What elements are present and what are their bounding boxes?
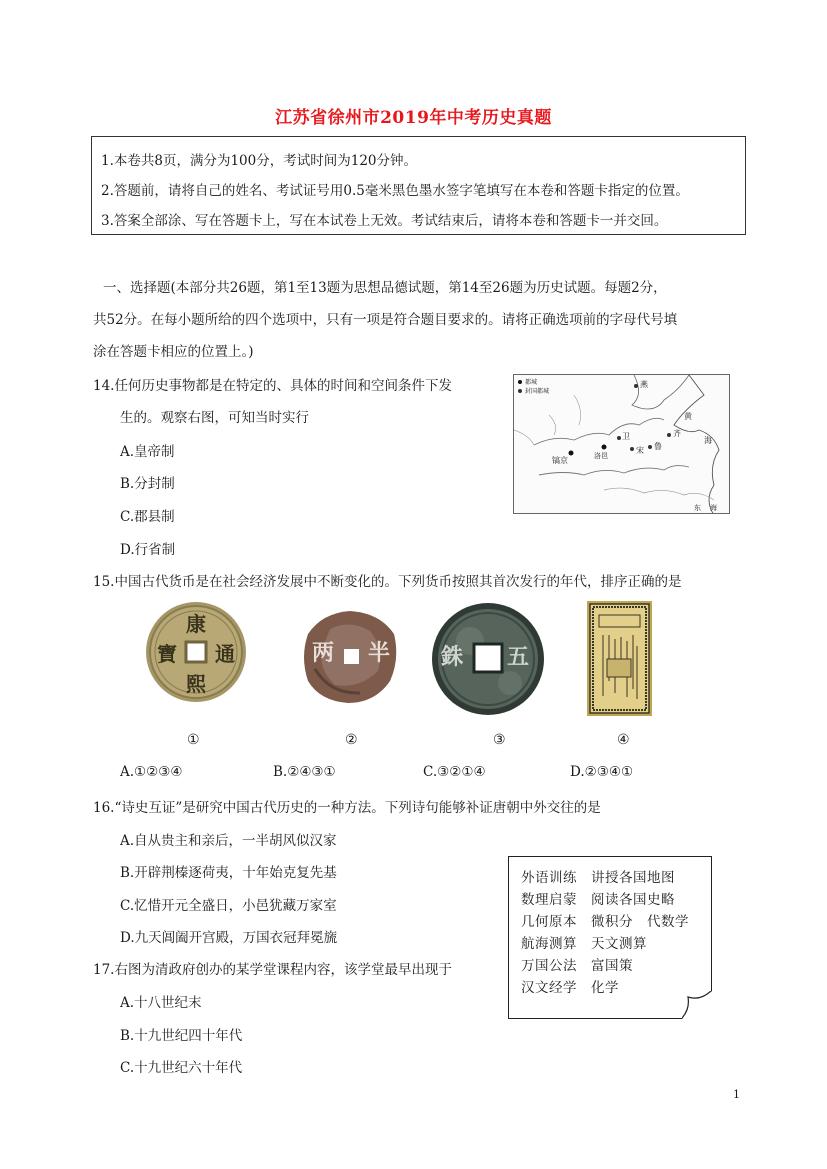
q15-option-c: C.③②①④ xyxy=(423,764,486,780)
map-drawing xyxy=(514,375,730,514)
kangxi-coin-char-bottom: 熙 xyxy=(186,672,206,696)
q14-option-b: B.分封制 xyxy=(120,476,175,492)
section-heading-line-1: 一、选择题(本部分共26题，第1至13题为思想品德试题，第14至26题为历史试题。每题2分， xyxy=(103,280,667,296)
map-legend-capital: 都城 xyxy=(525,379,538,386)
image-number-2: ② xyxy=(345,732,358,748)
map-label-wei: 卫 xyxy=(622,432,630,441)
q16-stem: 16.“诗史互证”是研究中国古代历史的一种方法。下列诗句能够补证唐朝中外交往的是 xyxy=(93,800,601,816)
q16-option-a: A.自从贵主和亲后，一半胡风似汉家 xyxy=(120,833,337,849)
banliang-coin-char-right: 半 xyxy=(368,640,391,666)
course-line-5: 万国公法 富国策 xyxy=(521,958,633,974)
map-label-east-sea-2: 海 xyxy=(710,504,717,512)
q16-option-d: D.九天阊阖开宫殿，万国衣冠拜冕旒 xyxy=(120,930,338,946)
q14-option-c: C.郡县制 xyxy=(120,509,175,525)
map-label-qi: 齐 xyxy=(673,429,681,438)
q15-option-a: A.①②③④ xyxy=(120,764,183,780)
exam-title: 江苏省徐州市2019年中考历史真题 xyxy=(275,108,552,128)
map-label-yellow-sea-1: 黄 xyxy=(684,412,692,421)
image-number-1: ① xyxy=(187,732,200,748)
course-line-6: 汉文经学 化学 xyxy=(521,980,619,996)
page-number: 1 xyxy=(733,1088,740,1101)
course-line-2: 数理启蒙 阅读各国史略 xyxy=(521,892,675,908)
course-line-1: 外语训练 讲授各国地图 xyxy=(521,870,675,886)
q17-option-c: C.十九世纪六十年代 xyxy=(120,1060,243,1076)
q16-option-b: B.开辟荆榛逐荷夷，十年始克复先基 xyxy=(120,865,337,881)
banliang-coin-char-left: 两 xyxy=(312,640,335,666)
wuzhu-coin-char-left: 銖 xyxy=(441,644,464,670)
q16-option-c: C.忆惜开元全盛日，小邑犹藏万家室 xyxy=(120,898,337,914)
q15-option-d: D.②③④① xyxy=(570,764,634,780)
wuzhu-coin-char-right: 五 xyxy=(507,644,530,670)
course-line-4: 航海测算 天文测算 xyxy=(521,936,647,952)
q14-stem-line-2: 生的。观察右图，可知当时实行 xyxy=(120,410,309,426)
kangxi-coin-char-left: 寶 xyxy=(157,642,177,666)
exam-instructions-box xyxy=(91,136,746,235)
instruction-1: 1.本卷共8页，满分为100分，考试时间为120分钟。 xyxy=(101,153,418,169)
map-label-east-sea-1: 东 xyxy=(694,504,701,512)
q14-option-a: A.皇帝制 xyxy=(120,444,175,460)
western-zhou-map xyxy=(513,374,730,514)
q15-stem: 15.中国古代货币是在社会经济发展中不断变化的。下列货币按照其首次发行的年代，排序正确的是 xyxy=(93,574,682,590)
section-heading-line-3: 涂在答题卡相应的位置上。) xyxy=(93,344,254,360)
map-label-yellow-sea-2: 海 xyxy=(704,436,712,445)
q17-option-a: A.十八世纪末 xyxy=(120,995,202,1011)
map-label-haojing: 镐京 xyxy=(552,456,568,465)
kangxi-coin-char-top: 康 xyxy=(186,612,206,636)
map-label-lu: 鲁 xyxy=(654,442,662,451)
q14-stem-line-1: 14.任何历史事物都是在特定的、具体的时间和空间条件下发 xyxy=(93,378,452,394)
school-course-box xyxy=(508,856,712,1019)
q17-option-b: B.十九世纪四十年代 xyxy=(120,1028,243,1044)
map-label-luoyi: 洛邑 xyxy=(594,452,608,460)
image-number-4: ④ xyxy=(617,732,630,748)
map-legend-vassal: 封国都城 xyxy=(525,388,550,395)
q15-option-b: B.②④③① xyxy=(273,764,336,780)
paper-money-image xyxy=(587,601,652,716)
q17-stem: 17.右图为清政府创办的某学堂课程内容，该学堂最早出现于 xyxy=(93,962,452,978)
map-label-yan: 燕 xyxy=(640,380,648,389)
section-heading-line-2: 共52分。在每小题所给的四个选项中，只有一项是符合题目要求的。请将正确选项前的字母代号填 xyxy=(93,312,678,328)
page-curl-corner xyxy=(682,991,712,1019)
map-label-song: 宋 xyxy=(636,446,644,455)
q14-option-d: D.行省制 xyxy=(120,542,176,558)
instruction-2: 2.答题前，请将自己的姓名、考试证号用0.5毫米黑色墨水签字笔填写在本卷和答题卡指定的位置。 xyxy=(101,183,689,199)
kangxi-coin-char-right: 通 xyxy=(215,642,235,666)
instruction-3: 3.答案全部涂、写在答题卡上，写在本试卷上无效。考试结束后，请将本卷和答题卡一并交回。 xyxy=(101,213,668,229)
course-line-3: 几何原本 微积分 代数学 xyxy=(521,914,689,930)
image-number-3: ③ xyxy=(493,732,506,748)
